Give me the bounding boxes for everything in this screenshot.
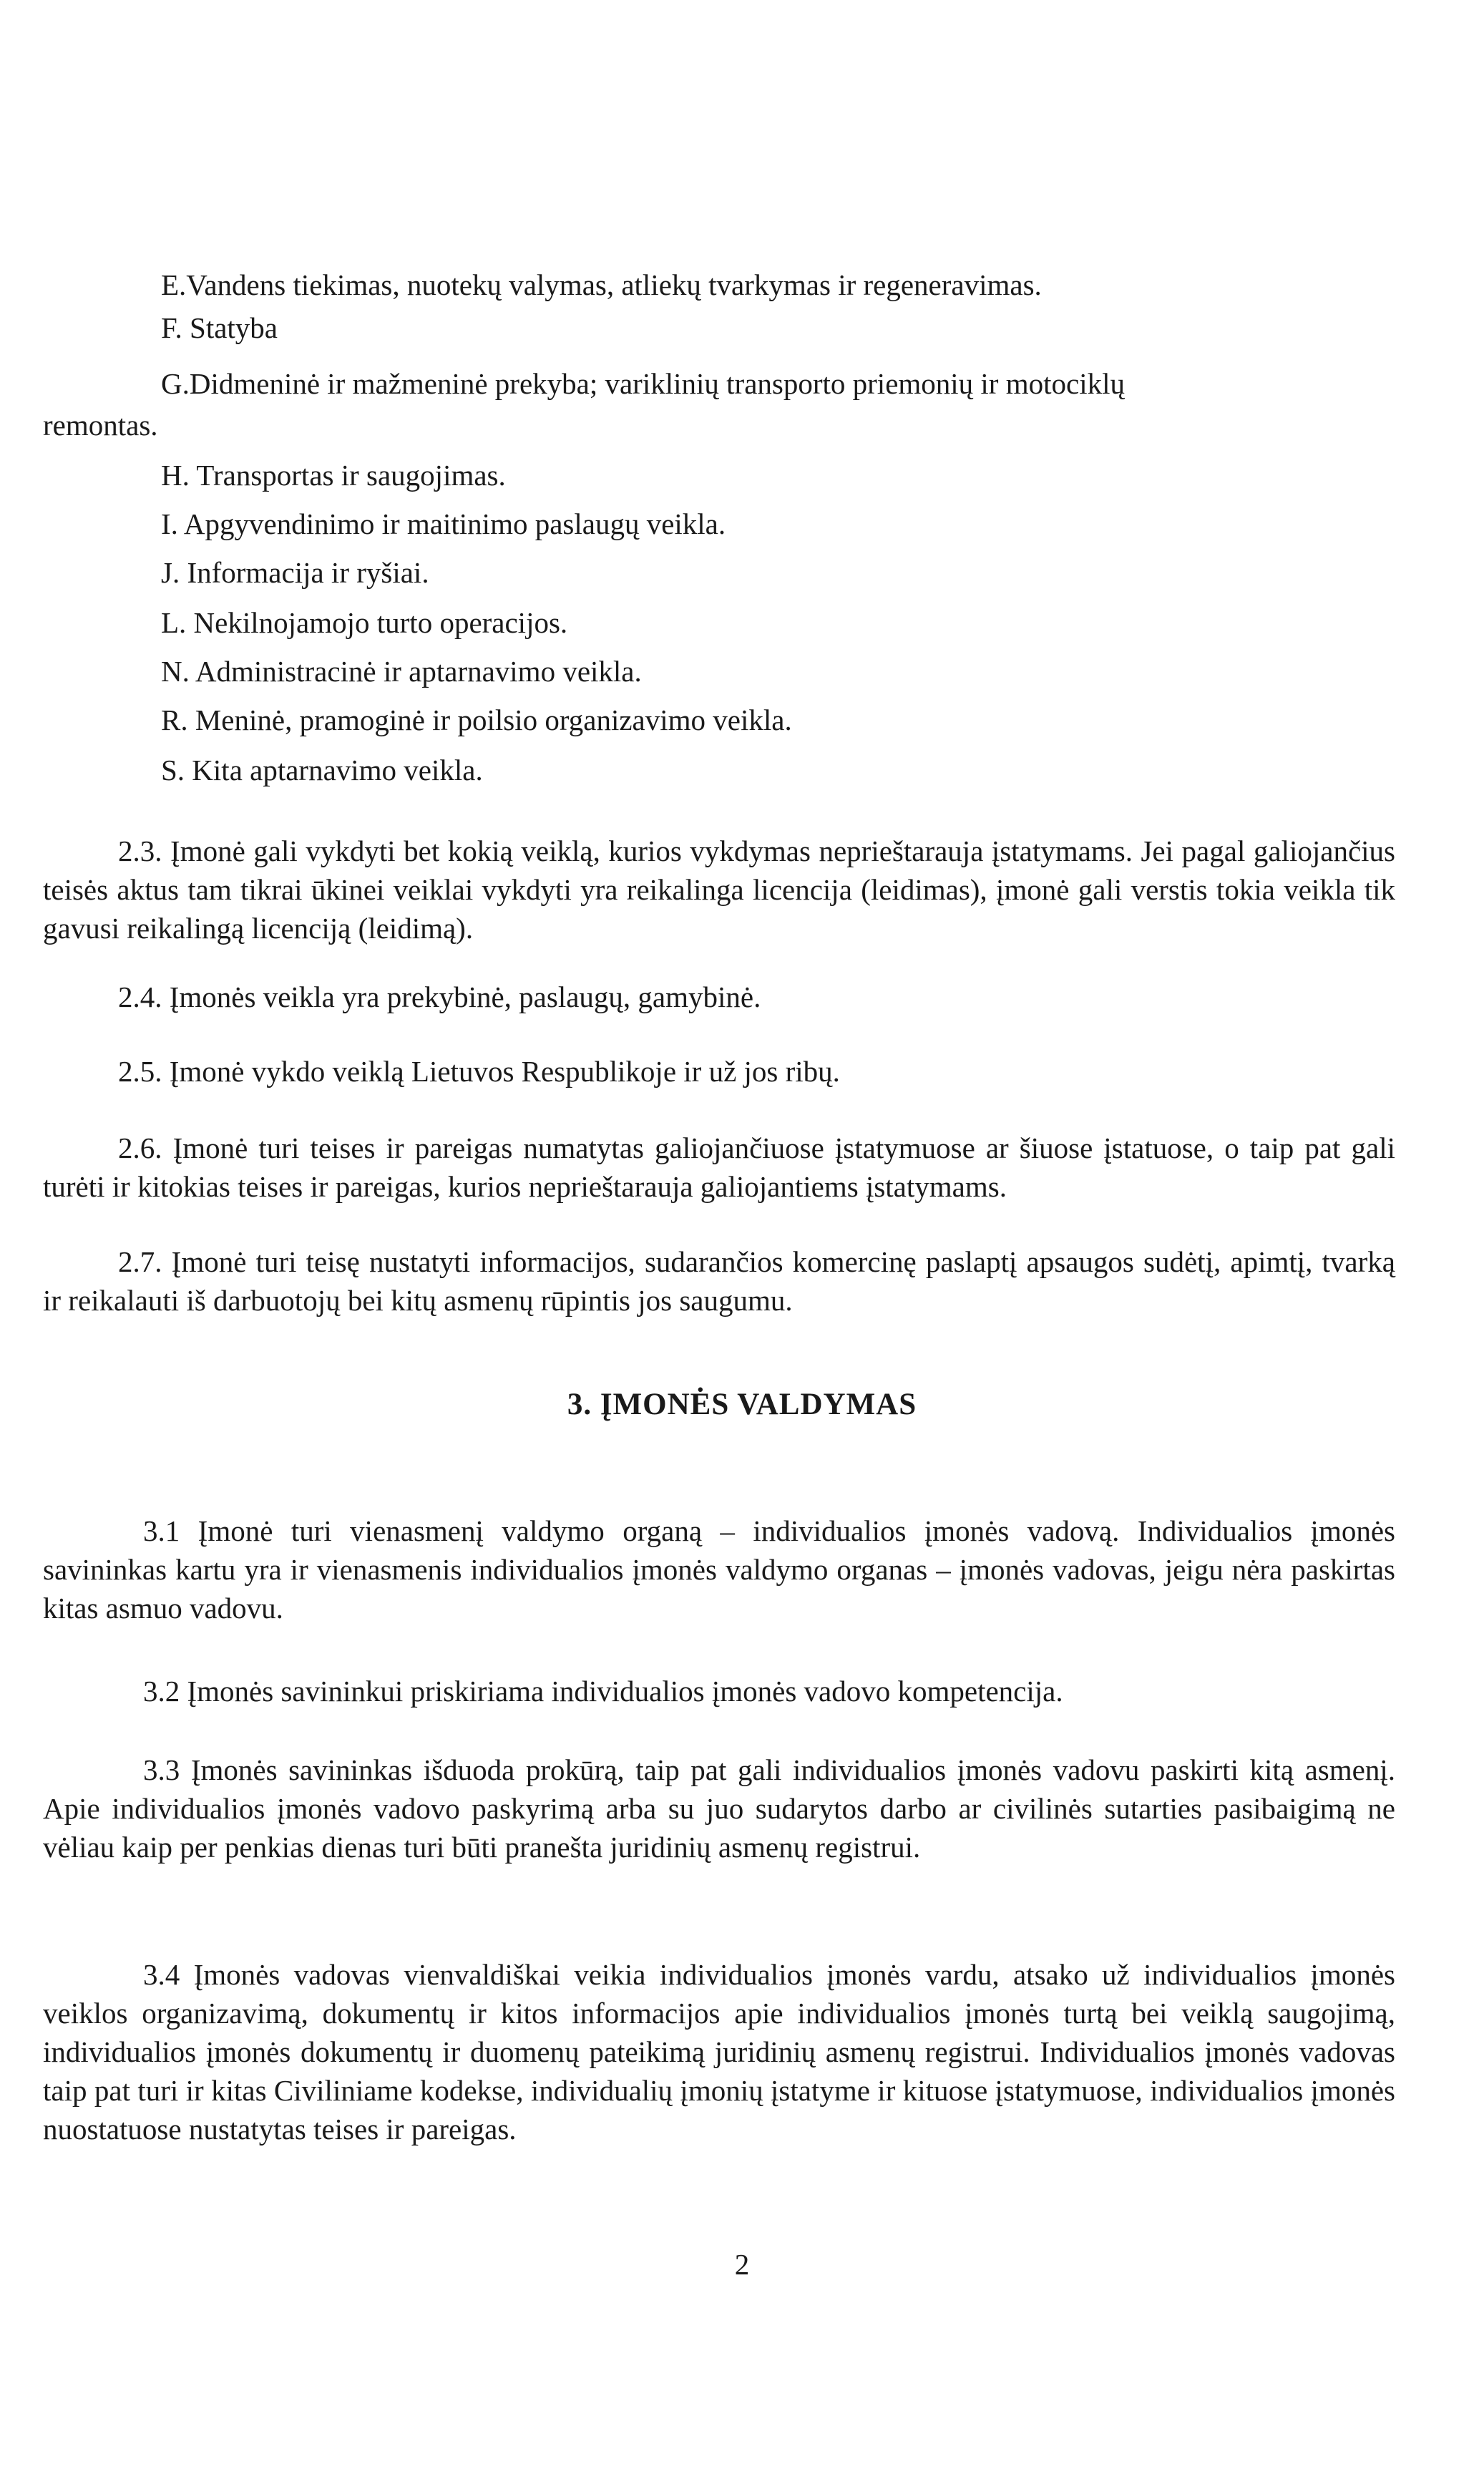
paragraph-2-3: 2.3. Įmonė gali vykdyti bet kokią veiklą, kurios vykdymas neprieštarauja įstatymams. Jei pagal galiojančius teisės aktus tam tikrai ūkinei veiklai vykdyti yra reikalinga licencija (leidimas), įmonė gali verstis tokia veikla tik gavusi reikalingą licenciją (leidimą).: [43, 834, 1395, 945]
paragraph-3-1: 3.1 Įmonė turi vienasmenį valdymo organą – individualios įmonės vadovą. Individualios įmonės savininkas kartu yra ir vienasmenis individualios įmonės valdymo organas – įmonės vadovas, jeigu nėra paskirtas kitas asmuo vadovu.: [43, 1514, 1395, 1625]
activity-item-h: H. Transportas ir saugojimas.: [161, 459, 506, 492]
paragraph-2-7: 2.7. Įmonė turi teisę nustatyti informacijos, sudarančios komercinę paslaptį apsaugos sudėtį, apimtį, tvarką ir reikalauti iš darbuotojų bei kitų asmenų rūpintis jos saugumu.: [43, 1245, 1395, 1317]
activity-item-n: N. Administracinė ir aptarnavimo veikla.: [161, 655, 642, 688]
paragraph-3-2: 3.2 Įmonės savininkui priskiriama individualios įmonės vadovo kompetencija.: [143, 1675, 1063, 1708]
activity-item-g-continuation: remontas.: [43, 409, 158, 442]
paragraph-2-5: 2.5. Įmonė vykdo veiklą Lietuvos Respublikoje ir už jos ribų.: [118, 1055, 840, 1088]
paragraph-2-4: 2.4. Įmonės veikla yra prekybinė, paslaugų, gamybinė.: [118, 980, 761, 1013]
activity-item-g: G.Didmeninė ir mažmeninė prekyba; variklinių transporto priemonių ir motociklų: [161, 367, 1125, 400]
paragraph-3-4: 3.4 Įmonės vadovas vienvaldiškai veikia individualios įmonės vardu, atsako už individualios įmonės veiklos organizavimą, dokumentų ir kitos informacijos apie individualios įmonės turtą bei veiklą saugojimą, individualios įmonės dokumentų ir duomenų pateikimą juridinių asmenų registrui. Individualios įmonės vadovas taip pat turi ir kitas Civiliniame kodekse, individualių įmonių įstatyme ir kituose įstatymuose, individualios įmonės nuostatuose nustatytas teises ir pareigas.: [43, 1958, 1395, 2146]
activity-item-l: L. Nekilnojamojo turto operacijos.: [161, 606, 568, 639]
page-number: 2: [734, 2248, 750, 2281]
activity-item-s: S. Kita aptarnavimo veikla.: [161, 754, 483, 786]
activity-item-j: J. Informacija ir ryšiai.: [161, 556, 429, 589]
activity-item-i: I. Apgyvendinimo ir maitinimo paslaugų veikla.: [161, 507, 726, 540]
activity-item-r: R. Meninė, pramoginė ir poilsio organizavimo veikla.: [161, 703, 792, 736]
section-heading: 3. ĮMONĖS VALDYMAS: [567, 1388, 917, 1421]
paragraph-2-6: 2.6. Įmonė turi teises ir pareigas numatytas galiojančiuose įstatymuose ar šiuose įstatuose, o taip pat gali turėti ir kitokias teises ir pareigas, kurios neprieštarauja galiojantiems įstatymams.: [43, 1131, 1395, 1203]
activity-item-e: E.Vandens tiekimas, nuotekų valymas, atliekų tvarkymas ir regeneravimas.: [161, 268, 1042, 301]
activity-item-f: F. Statyba: [161, 311, 278, 344]
paragraph-3-3: 3.3 Įmonės savininkas išduoda prokūrą, taip pat gali individualios įmonės vadovu paskirti kitą asmenį. Apie individualios įmonės vadovo paskyrimą arba su juo sudarytos darbo ar civilinės sutarties pasibaigimą ne vėliau kaip per penkias dienas turi būti pranešta juridinių asmenų registrui.: [43, 1753, 1395, 1864]
